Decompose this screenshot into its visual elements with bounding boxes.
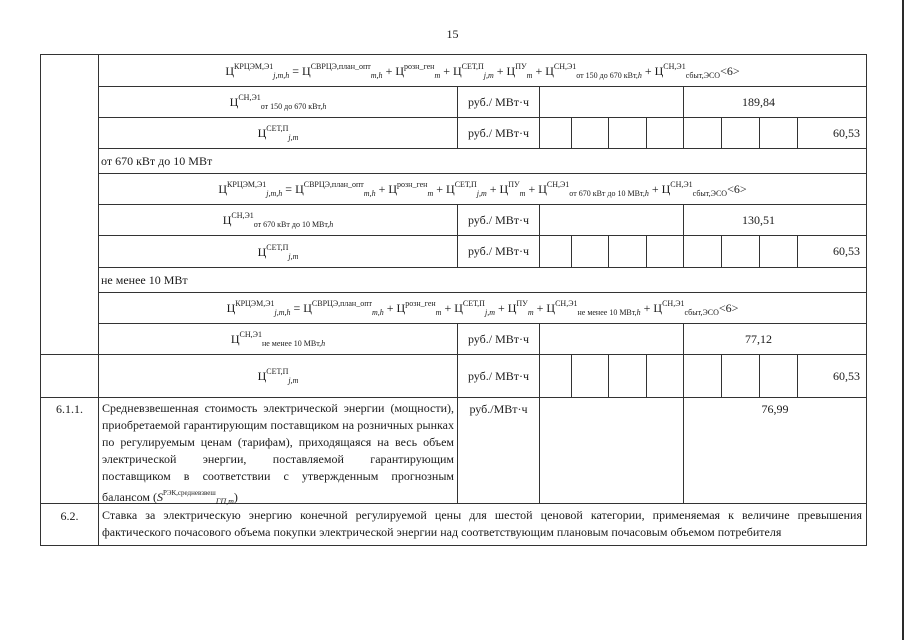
row-label-set-p: $Ц^{СЕТ,П}_{j,m}$	[257, 124, 299, 142]
item-symbol: $(S^{РЭК,средневзвеш}_{ГП,m})$	[152, 489, 238, 506]
section-heading: не менее 10 МВт	[101, 272, 188, 287]
row-label-set-p: $Ц^{СЕТ,П}_{j,m}$	[257, 242, 299, 261]
formula-row-s2: $Ц^{КРЦЭМ,Э1}_{j,m,h} = Ц^{СВРЦЭ,план\_опт}_{m,h} + Ц^{розн\_ген}_m + Ц^{СЕТ,П}_{j,m} + Ц^{ПУ}_m + Ц^{СН,Э1}_{от 670 кВт до 10 МВт,h} + Ц^{СН,Э1}_{сбыт,ЭСО}<6>$	[218, 180, 747, 198]
item-number: 6.1.1.	[56, 402, 83, 416]
value-cell: 77,12	[745, 331, 772, 346]
row-label-sn-150-670: $Ц^{СН,Э1}_{от 150 до 670 кВт,h}$	[229, 93, 327, 111]
section-heading: от 670 кВт до 10 МВт	[101, 153, 213, 168]
row-label-set-p: $Ц^{СЕТ,П}_{j,m}$	[257, 367, 299, 385]
item-text: Средневзвешенная стоимость электрической энергии (мощности), приобретаемой гарантирующим поставщиком на розничных рынках по регулируемым ценам (тарифам), приходящаяся на весь объем электрической энергии, поставляемой гарантирующим поставщиком в соответствии с утвержденным прогнозным балансом	[102, 401, 454, 504]
item-description	[102, 400, 454, 506]
unit-cell: руб./ МВт·ч	[467, 368, 530, 383]
item-description: Ставка за электрическую энергию конечной регулируемой цены для шестой ценовой категории, применяемая к величине превышения фактического почасового объема покупки электрической энергии над соответствующим плановым почасовым объемом потребителя	[102, 508, 862, 539]
row-label-sn-670-10: $Ц^{СН,Э1}_{от 670 кВт до 10 МВт,h}$	[222, 211, 334, 229]
value-cell: 60,53	[833, 244, 860, 258]
unit-cell: руб./ МВт·ч	[467, 331, 530, 346]
unit-cell: руб./ МВт·ч	[467, 125, 530, 140]
value-cell: 76,99	[761, 402, 789, 416]
unit-cell: руб./ МВт·ч	[467, 244, 530, 258]
unit-cell: руб./ МВт·ч	[467, 212, 530, 227]
item-number: 6.2.	[60, 509, 79, 523]
formula-row-s1: $Ц^{КРЦЭМ,Э1}_{j,m,h} = Ц^{СВРЦЭ,план\_опт}_{m,h} + Ц^{розн\_ген}_m + Ц^{СЕТ,П}_{j,m} + Ц^{ПУ}_m + Ц^{СН,Э1}_{от 150 до 670 кВт,h} + Ц^{СН,Э1}_{сбыт,ЭСО}<6>$	[225, 61, 740, 80]
value-cell: 60,53	[833, 368, 860, 383]
row-label-sn-10: $Ц^{СН,Э1}_{не менее 10 МВт,h}$	[230, 330, 326, 348]
unit-cell: руб./ МВт·ч	[467, 94, 530, 109]
value-cell: 60,53	[833, 125, 860, 140]
value-cell: 130,51	[742, 212, 775, 227]
value-cell: 189,84	[742, 94, 775, 109]
formula-row-s3: $Ц^{КРЦЭМ,Э1}_{j,m,h} = Ц^{СВРЦЭ,план\_опт}_{m,h} + Ц^{розн\_ген}_m + Ц^{СЕТ,П}_{j,m} + Ц^{ПУ}_m + Ц^{СН,Э1}_{не менее 10 МВт,h} + Ц^{СН,Э1}_{сбыт,ЭСО}<6>$	[226, 299, 739, 317]
page-number: 15	[446, 27, 459, 41]
unit-cell: руб./МВт·ч	[469, 402, 528, 416]
